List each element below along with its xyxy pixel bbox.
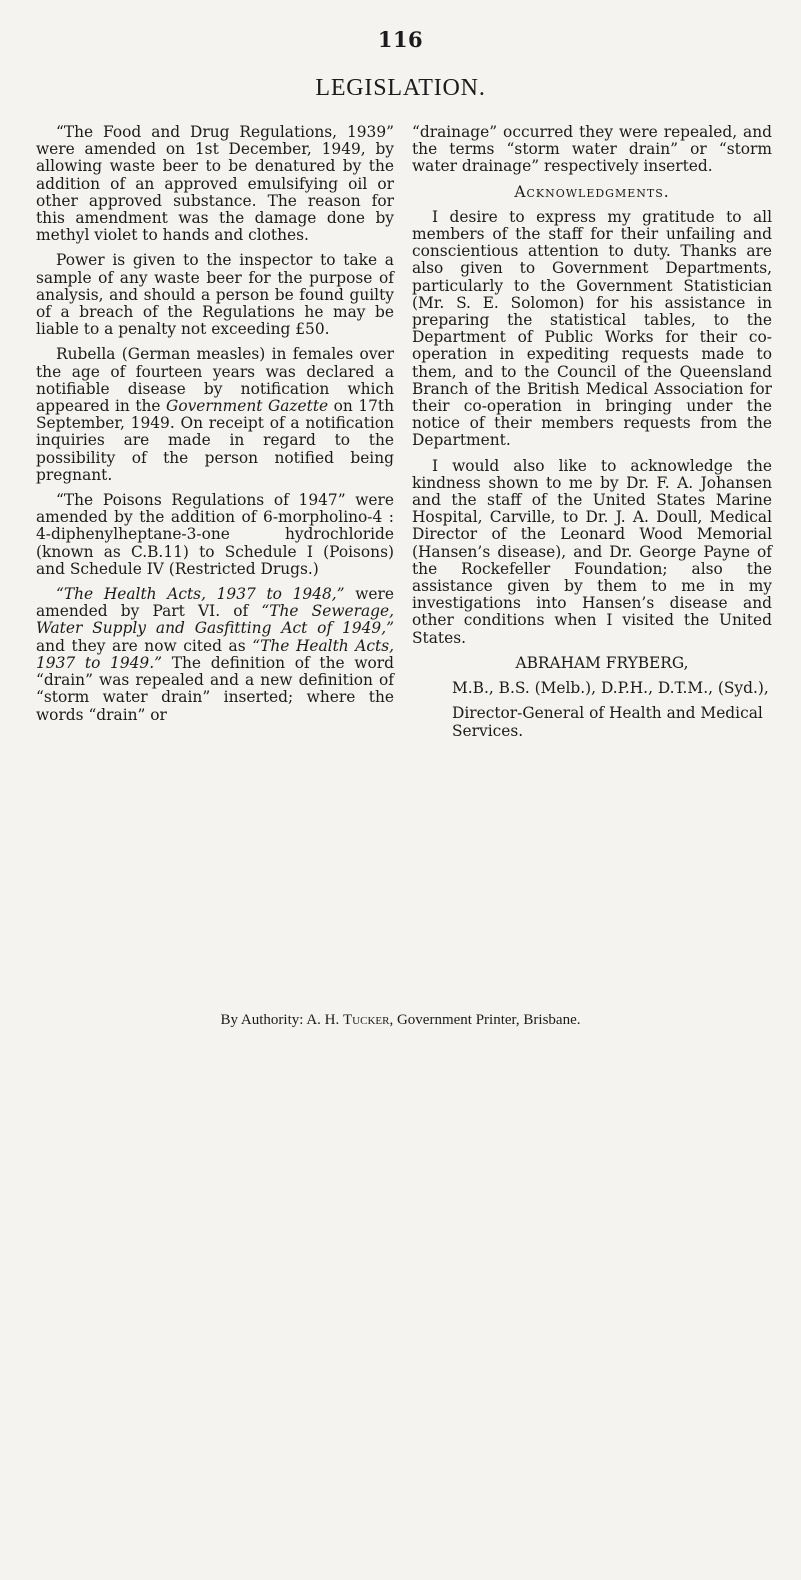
- signature-title: [412, 705, 772, 739]
- paragraph-drainage-continued: “drainage” occurred they were repealed, and the terms “storm water drain” or “storm water drainage” respectively inserted.: [412, 123, 772, 176]
- rubella-text-a: Rubella (German measles) in females over the age of fourteen years was declared a notifiable disease by notification which appeared in the: [36, 345, 394, 416]
- health-acts-title: “The Health Acts, 1937 to 1948,”: [56, 585, 345, 604]
- sewerage-act-title: “The Sewerage, Water Supply and Gasfitting Act of 1949,”: [36, 602, 394, 638]
- signature-name: ABRAHAM FRYBERG,: [515, 653, 689, 672]
- page-number: 116: [377, 27, 424, 52]
- paragraph-inspector-power: Power is given to the inspector to take a sample of any waste beer for the purpose of analysis, and should a person be found guilty of a breach of the Regulations he may be liable to a penalty not exceeding £50.: [36, 251, 394, 339]
- health-acts-text-b: and they are now cited as: [36, 636, 253, 655]
- signature-title-line-2: Services.: [452, 721, 524, 740]
- paragraph-health-acts: [36, 586, 394, 724]
- signature-qualifications-text: M.B., B.S. (Melb.), D.P.H., D.T.M., (Syd.),: [452, 679, 769, 698]
- signature-title-line-1: Director-General of Health and Medical: [452, 704, 763, 723]
- page-title: LEGISLATION.: [315, 75, 486, 101]
- imprint-printer-name: Tucker: [343, 1012, 390, 1028]
- rubella-text-b: on 17th September, 1949. On receipt of a notification inquiries are made in regard to the possibility of the person notified being pregnant.: [36, 397, 394, 484]
- acknowledgments-heading: Acknowledgments.: [514, 182, 670, 201]
- gazette-title: Government Gazette: [166, 397, 329, 416]
- health-acts-1949-title: “The Health Acts, 1937 to 1949.”: [36, 636, 394, 672]
- paragraph-kindness: I would also like to acknowledge the kindness shown to me by Dr. F. A. Johansen and the staff of the United States Marine Hospital, Carville, to Dr. J. A. Doull, Medical Director of the Leonard Wood Memorial (Hansen’s disease), and Dr. George Payne of the Rockefeller Foundation; also the assistance given by them to me in my investigations into Hansen’s disease and other conditions when I visited the United States.: [412, 456, 772, 647]
- health-acts-text-c: The definition of the word “drain” was repealed and a new definition of “storm water drain” inserted; where the words “drain” or: [36, 653, 394, 724]
- signature-qualifications: [412, 680, 772, 697]
- printer-imprint: [0, 1012, 801, 1029]
- imprint-suffix: , Government Printer, Brisbane.: [389, 1012, 581, 1028]
- right-column: [412, 124, 772, 748]
- paragraph-poisons-regulations: “The Poisons Regulations of 1947” were amended by the addition of 6-morpholino-4 : 4-diphenylheptane-3-one hydrochloride (known as C.B.11) to Schedule I (Poisons) and Schedule IV (Restricted Drugs.): [36, 491, 394, 578]
- paragraph-gratitude: I desire to express my gratitude to all members of the staff for their unfailing and conscientious attention to duty. Thanks are also given to Government Departments, particularly to the Government Statistician (Mr. S. E. Solomon) for his assistance in preparing the statistical tables, to the Department of Public Works for their co-operation in expediting requests made to them, and to the Council of the Queensland Branch of the British Medical Association for their co-operation in bringing under the notice of their members requests from the Department.: [412, 207, 772, 450]
- health-acts-text-a: were amended by Part VI. of: [36, 585, 394, 621]
- paragraph-rubella: [36, 346, 394, 484]
- left-column: [36, 124, 394, 732]
- imprint-prefix: By Authority: A. H.: [220, 1012, 344, 1028]
- paragraph-food-drug-regulations: “The Food and Drug Regulations, 1939” were amended on 1st December, 1949, by allowing waste beer to be denatured by the addition of an approved emulsifying oil or other approved substance. The reason for this amendment was the damage done by methyl violet to hands and clothes.: [36, 123, 394, 245]
